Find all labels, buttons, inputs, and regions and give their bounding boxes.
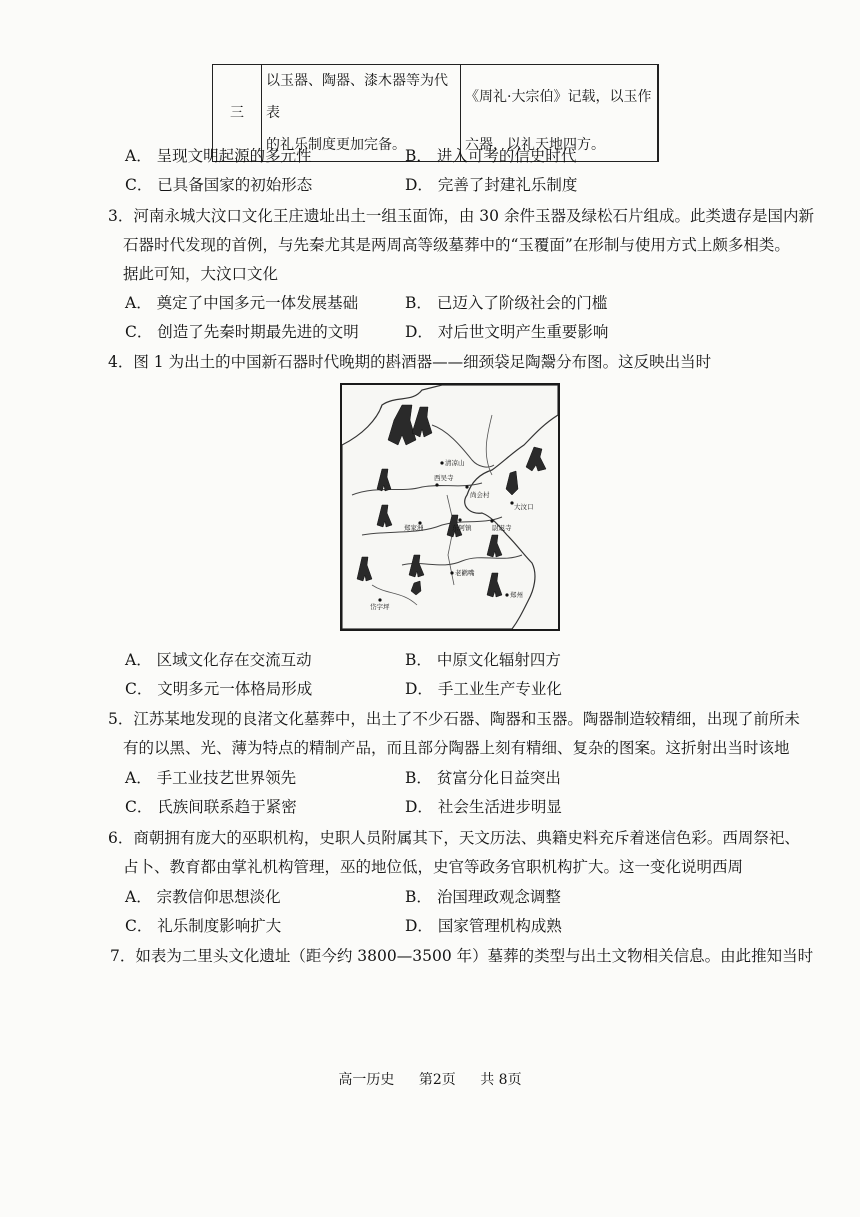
q2-option-b: B． 进入可考的信史时代 [405,147,577,165]
q5-stem-line2: 有的以黑、光、薄为特点的精制产品，而且部分陶器上刻有精细、复杂的图案。这折射出当时该地 [123,739,790,757]
q6-option-c: C． 礼乐制度影响扩大 [125,917,282,935]
map-label-daiziping: 岱字坪 [370,603,390,611]
table-cell-right-2: 六器，以礼天地四方。 [461,129,659,162]
q6-stem-line2: 占卜、教育都由掌礼机构管理，巫的地位低，史官等政务官职机构扩大。这一变化说明西周 [123,858,744,876]
map-label-laoguanzui: 老鹳嘴 [455,569,475,577]
q3-option-a: A． 奠定了中国多元一体发展基础 [125,294,359,312]
q6-option-a: A． 宗教信仰思想淡化 [125,888,281,906]
footer-page: 第2页 [418,1072,456,1088]
footer-subject: 高一历史 [338,1072,395,1088]
page-footer [0,1069,860,1089]
q6-stem-line1: 6．商朝拥有庞大的巫职机构，史职人员附属其下，天文历法、典籍史料充斥着迷信色彩。西周祭祀、 [108,829,800,847]
q3-option-d: D． 对后世文明产生重要影响 [405,323,609,341]
q7-stem-line1: 7．如表为二里头文化遗址（距今约 3800—3500 年）墓葬的类型与出土文物相关信息。由此推知当时 [110,947,814,965]
q5-stem-line1: 5．江苏某地发现的良渚文化墓葬中，出土了不少石器、陶器和玉器。陶器制造较精细，出现了前所未 [108,710,800,728]
q2-option-a: A． 呈现文明起源的多元性 [125,147,312,165]
q5-option-a: A． 手工业技艺世界领先 [125,769,297,787]
q4-option-a: A． 区域文化存在交流互动 [125,651,312,669]
q4-option-c: C． 文明多元一体格局形成 [125,680,313,698]
map-label-shanghuicun: 尚会村 [470,491,490,499]
q3-stem-line2: 石器时代发现的首例，与先秦尤其是两周高等级墓葬中的“玉覆面”在形制与使用方式上颇多相类。 [123,236,790,254]
q5-option-b: B． 贫富分化日益突出 [405,769,561,787]
q4-option-d: D． 手工业生产专业化 [405,680,562,698]
table-row-number: 三 [213,65,262,162]
map-label-donga: 东阿镇 [452,524,472,532]
map-label-yuchisi: 尉迟寺 [492,524,512,532]
q3-stem-line3: 据此可知，大汶口文化 [123,265,279,283]
q5-option-c: C． 氏族间联系趋于紧密 [125,798,297,816]
map-label-dawenkou: 大汶口 [514,503,534,511]
map-label-zhengjiazhou: 郑家洲 [404,524,424,532]
table-cell-left-2: 的礼乐制度更加完备。 [262,129,461,162]
map-label-zhengzhou: 郑州 [510,591,523,599]
q3-option-b: B． 已迈入了阶级社会的门槛 [405,294,608,312]
map-label-qingliangshan: 清凉山 [445,459,465,467]
q3-stem-line1: 3．河南永城大汶口文化王庄遗址出土一组玉面饰，由 30 余件玉器及绿松石片组成。此类遗存是国内新 [108,207,814,225]
q2-option-c: C． 已具备国家的初始形态 [125,176,313,194]
q3-option-c: C． 创造了先秦时期最先进的文明 [125,323,359,341]
q5-option-d: D． 社会生活进步明显 [405,798,562,816]
table-cell-right-1: 《周礼·大宗伯》记载，以玉作 [461,65,659,130]
q6-option-b: B． 治国理政观念调整 [405,888,561,906]
q2-option-d: D． 完善了封建礼乐制度 [405,176,578,194]
footer-total: 共 8页 [480,1072,522,1088]
q6-option-d: D． 国家管理机构成熟 [405,917,562,935]
map-label-xiwusi: 西吴寺 [434,474,454,482]
q4-option-b: B． 中原文化辐射四方 [405,651,561,669]
distribution-map [340,383,560,631]
q4-stem-line1: 4．图 1 为出土的中国新石器时代晚期的斟酒器——细颈袋足陶鬶分布图。这反映出当时 [108,353,712,371]
table-cell-left-1: 以玉器、陶器、漆木器等为代表 [262,65,461,130]
